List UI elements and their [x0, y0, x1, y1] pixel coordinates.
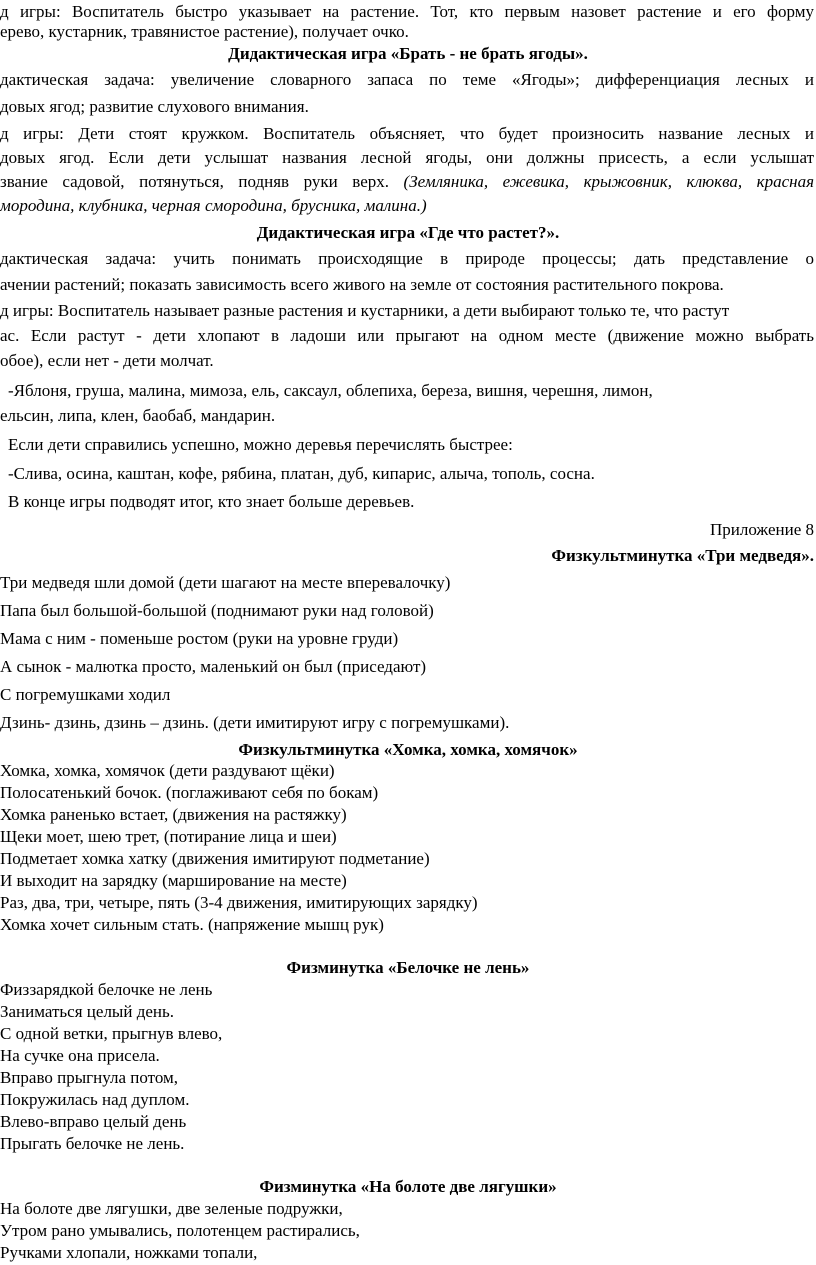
hamster-line: Полосатенький бочок. (поглаживают себя по бокам)	[0, 783, 379, 802]
squirrel-line: Прыгать белочке не лень.	[0, 1134, 185, 1153]
game-grow-title: Дидактическая игра «Где что растет?».	[256, 223, 560, 242]
game-grow-rules-line-3: обое), если нет - дети молчат.	[0, 351, 214, 370]
game-berries-rules-line-3	[0, 172, 814, 192]
game-berries-title: Дидактическая игра «Брать - не брать ягоды».	[228, 44, 588, 63]
bears-title: Физкультминутка «Три медведя».	[551, 546, 814, 565]
hamster-title: Физкультминутка «Хомка, хомка, хомячок»	[238, 740, 578, 759]
tree-list-1-line-2: ельсин, липа, клен, баобаб, мандарин.	[0, 406, 276, 425]
bears-line: Дзинь- дзинь, дзинь – дзинь. (дети имитируют игру с погремушками).	[0, 713, 510, 732]
game-grow-task-line-1: дактическая задача: учить понимать происходящие в природе процессы; дать представление о	[0, 249, 814, 268]
squirrel-line: Вправо прыгнула потом,	[0, 1068, 179, 1087]
frogs-title: Физминутка «На болоте две лягушки»	[259, 1177, 557, 1196]
frogs-line: Ручками хлопали, ножками топали,	[0, 1243, 258, 1262]
bears-line: А сынок - малютка просто, маленький он был (приседают)	[0, 657, 427, 676]
appendix-label: Приложение 8	[710, 520, 814, 539]
squirrel-title: Физминутка «Белочке не лень»	[286, 958, 530, 977]
squirrel-line: Заниматься целый день.	[0, 1002, 174, 1021]
bears-line: Папа был большой-большой (поднимают руки над головой)	[0, 601, 434, 620]
game-grow-end: В конце игры подводят итог, кто знает больше деревьев.	[8, 492, 415, 511]
hamster-line: Хомка раненько встает, (движения на растяжку)	[0, 805, 347, 824]
intro-line-1: д игры: Воспитатель быстро указывает на растение. Тот, кто первым назовет растение и его форму	[0, 2, 814, 21]
hamster-line: Хомка хочет сильным стать. (напряжение мышц рук)	[0, 915, 384, 934]
hamster-line: Хомка, хомка, хомячок (дети раздувают щёки)	[0, 761, 335, 780]
hamster-line: Щеки моет, шею трет, (потирание лица и шеи)	[0, 827, 337, 846]
squirrel-line: Покружилась над дуплом.	[0, 1090, 190, 1109]
squirrel-line: На сучке она присела.	[0, 1046, 160, 1065]
game-grow-rules-line-2: ас. Если растут - дети хлопают в ладоши или прыгают на одном месте (движение можно выбрать	[0, 326, 814, 345]
tree-list-1-line-1: -Яблоня, груша, малина, мимоза, ель, саксаул, облепиха, береза, вишня, черешня, лимон,	[8, 381, 653, 400]
intro-line-2: ерево, кустарник, травянистое растение), получает очко.	[0, 22, 409, 41]
squirrel-line: С одной ветки, прыгнув влево,	[0, 1024, 223, 1043]
squirrel-line: Влево-вправо целый день	[0, 1112, 187, 1131]
faster-instruction: Если дети справились успешно, можно деревья перечислять быстрее:	[8, 435, 513, 454]
game-berries-rules-line-2: довых ягод. Если дети услышат названия лесной ягоды, они должны присесть, а если услышат	[0, 148, 814, 167]
game-grow-task-line-2: ачении растений; показать зависимость всего живого на земле от состояния растительного покрова.	[0, 275, 724, 294]
squirrel-line: Физзарядкой белочке не лень	[0, 980, 213, 999]
berry-list-start: (Земляника, ежевика, крыжовник, клюква, красная	[403, 172, 814, 191]
game-berries-rules-line-1: д игры: Дети стоят кружком. Воспитатель объясняет, что будет произносить название лесных и	[0, 124, 814, 143]
bears-line: С погремушками ходил	[0, 685, 171, 704]
game-grow-rules-line-1: д игры: Воспитатель называет разные растения и кустарники, а дети выбирают только те, что растут	[0, 301, 730, 320]
hamster-line: Раз, два, три, четыре, пять (3-4 движения, имитирующих зарядку)	[0, 893, 478, 912]
hamster-line: И выходит на зарядку (марширование на месте)	[0, 871, 347, 890]
bears-line: Три медведя шли домой (дети шагают на месте вперевалочку)	[0, 573, 451, 592]
hamster-line: Подметает хомка хатку (движения имитируют подметание)	[0, 849, 430, 868]
bears-line: Мама с ним - поменьше ростом (руки на уровне груди)	[0, 629, 399, 648]
tree-list-2: -Слива, осина, каштан, кофе, рябина, платан, дуб, кипарис, алыча, тополь, сосна.	[8, 464, 595, 483]
game-berries-task-line-1: дактическая задача: увеличение словарного запаса по теме «Ягоды»; дифференциация лесных и	[0, 70, 814, 89]
game-berries-task-line-2: довых ягод; развитие слухового внимания.	[0, 97, 309, 116]
frogs-line: Утром рано умывались, полотенцем растирались,	[0, 1221, 360, 1240]
frogs-line: На болоте две лягушки, две зеленые подружки,	[0, 1199, 343, 1218]
berry-list-end: мородина, клубника, черная смородина, брусника, малина.)	[0, 196, 427, 215]
rules-text: звание садовой, потянуться, подняв руки верх.	[0, 172, 389, 191]
